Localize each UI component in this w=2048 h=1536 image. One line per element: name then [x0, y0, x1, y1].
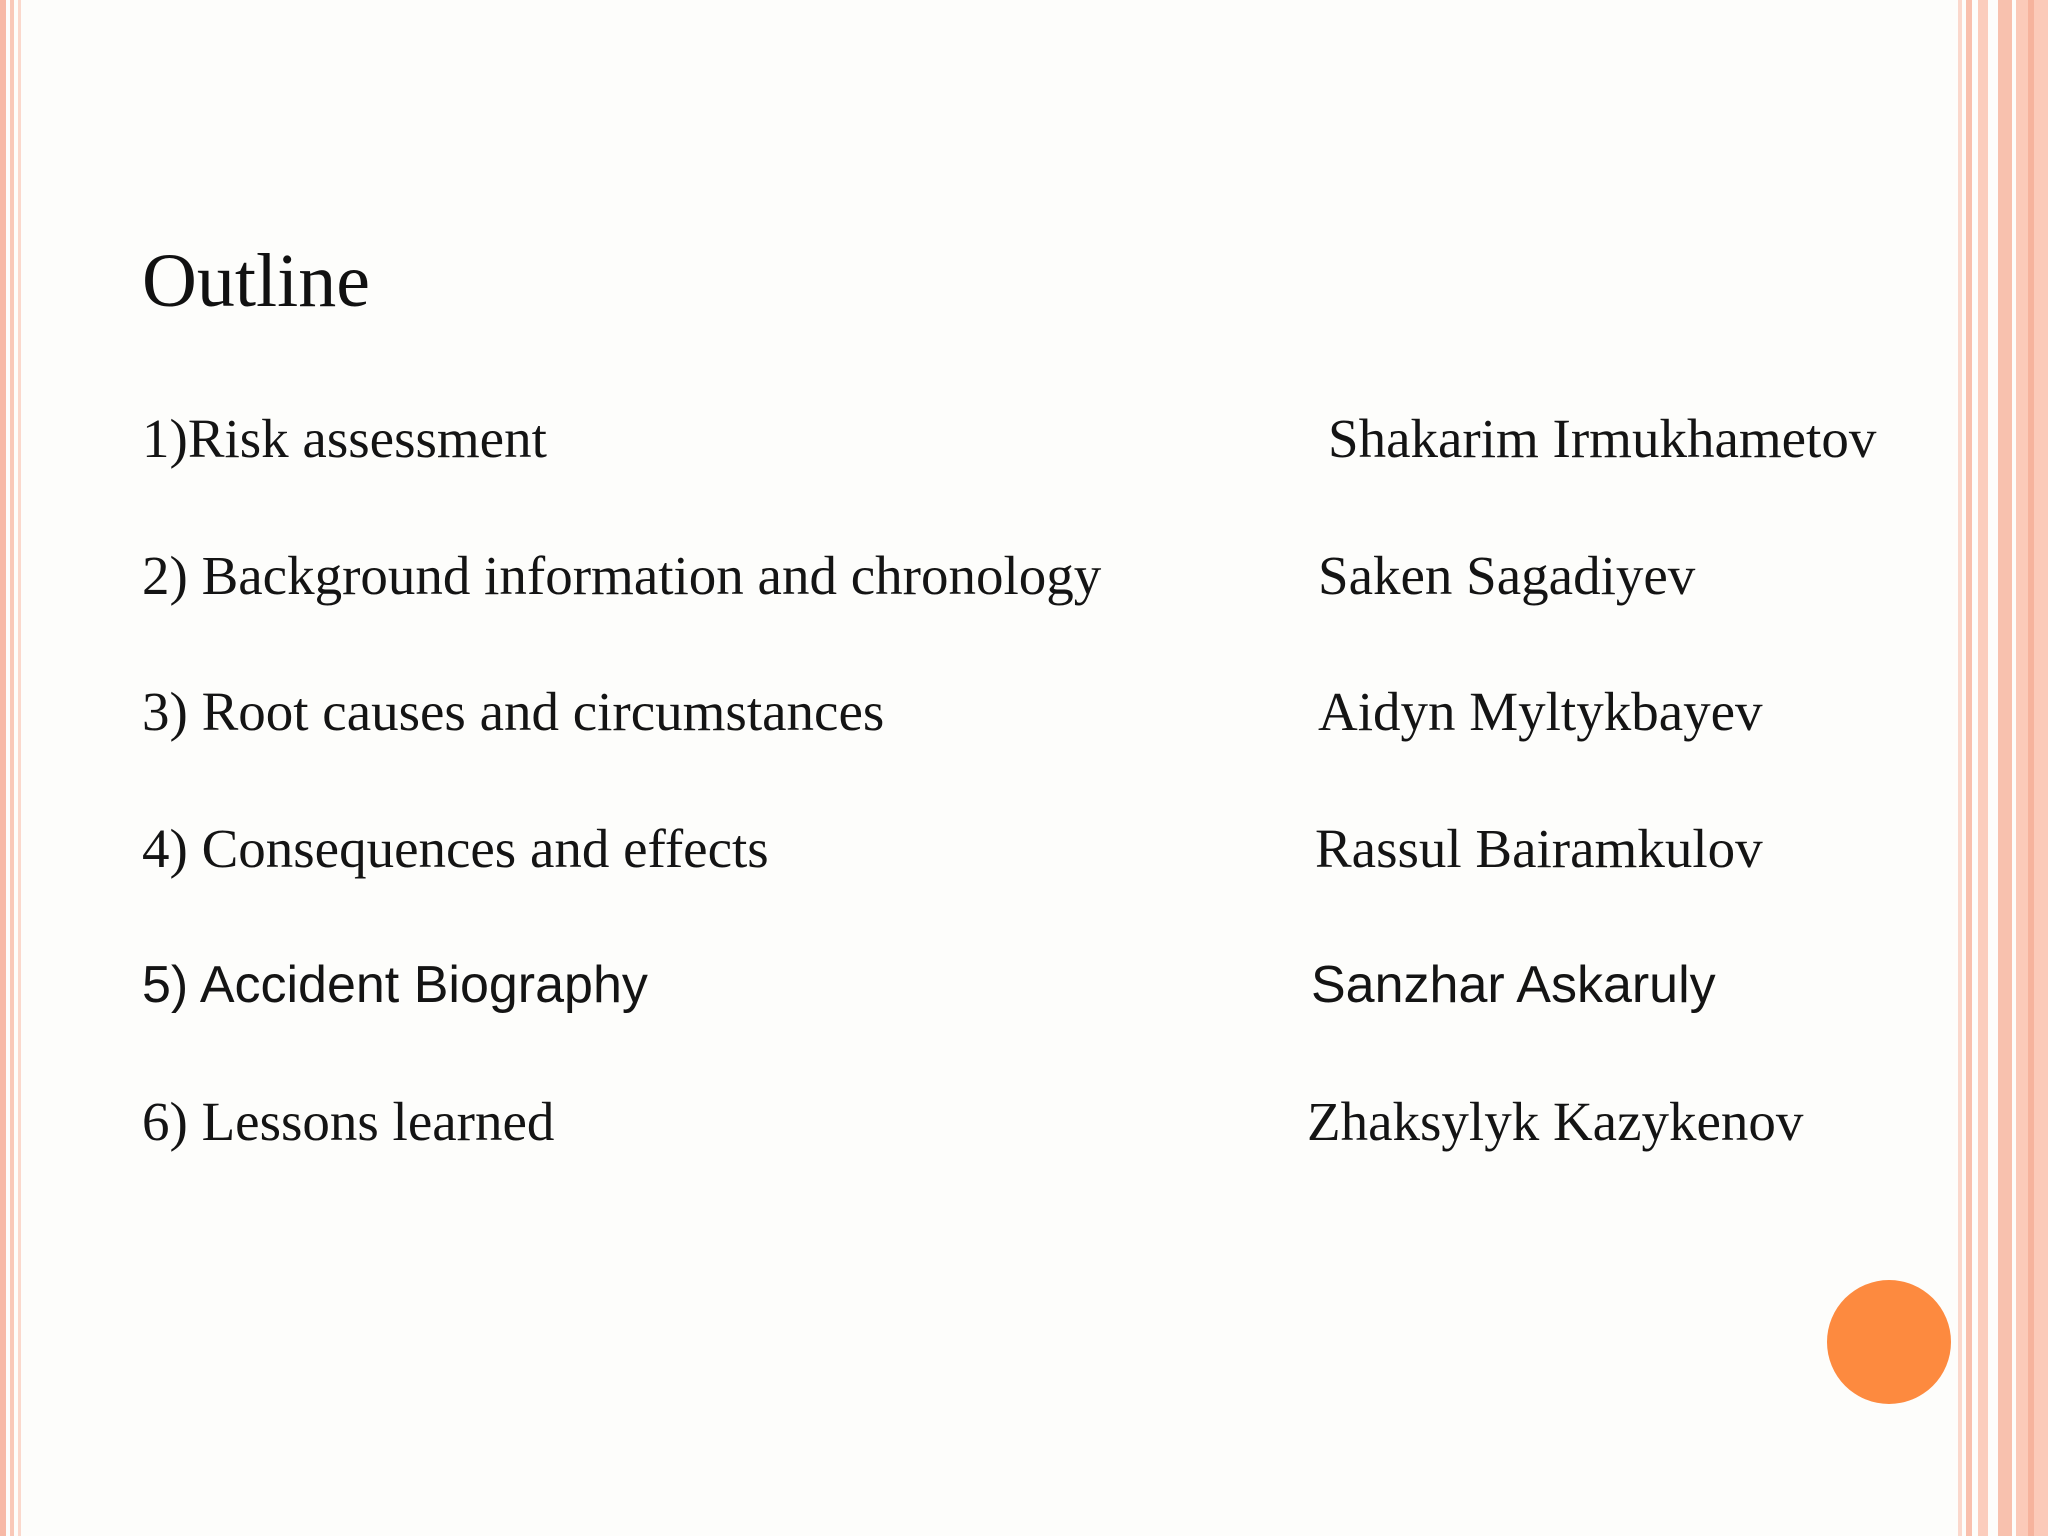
outline-presenter: Saken Sagadiyev — [1318, 545, 1696, 606]
outline-item — [0, 950, 1940, 1020]
outline-item — [0, 541, 1940, 611]
right-border-stripe — [2028, 0, 2034, 1536]
outline-presenter: Zhaksylyk Kazykenov — [1307, 1091, 1804, 1152]
outline-item — [0, 814, 1940, 884]
right-border-stripe — [1978, 0, 1988, 1536]
slide-title: Outline — [142, 239, 370, 323]
outline-topic: 6) Lessons learned — [142, 1091, 555, 1152]
outline-topic: 3) Root causes and circumstances — [142, 681, 885, 742]
outline-topic: 2) Background information and chronology — [142, 545, 1102, 606]
orange-circle-decoration — [1827, 1280, 1951, 1404]
outline-presenter: Aidyn Myltykbayev — [1318, 681, 1763, 742]
outline-topic: 1)Risk assessment — [142, 408, 547, 469]
outline-topic: 5) Accident Biography — [142, 956, 648, 1014]
outline-presenter: Shakarim Irmukhametov — [1328, 408, 1877, 469]
right-border-stripe — [1966, 0, 1972, 1536]
outline-item — [0, 404, 1940, 474]
right-border-stripe — [1998, 0, 2012, 1536]
outline-item — [0, 677, 1940, 747]
right-border-stripe — [1958, 0, 1962, 1536]
outline-presenter: Rassul Bairamkulov — [1315, 818, 1763, 879]
outline-item — [0, 1087, 1940, 1157]
outline-topic: 4) Consequences and effects — [142, 818, 769, 879]
outline-presenter: Sanzhar Askaruly — [1311, 956, 1716, 1014]
